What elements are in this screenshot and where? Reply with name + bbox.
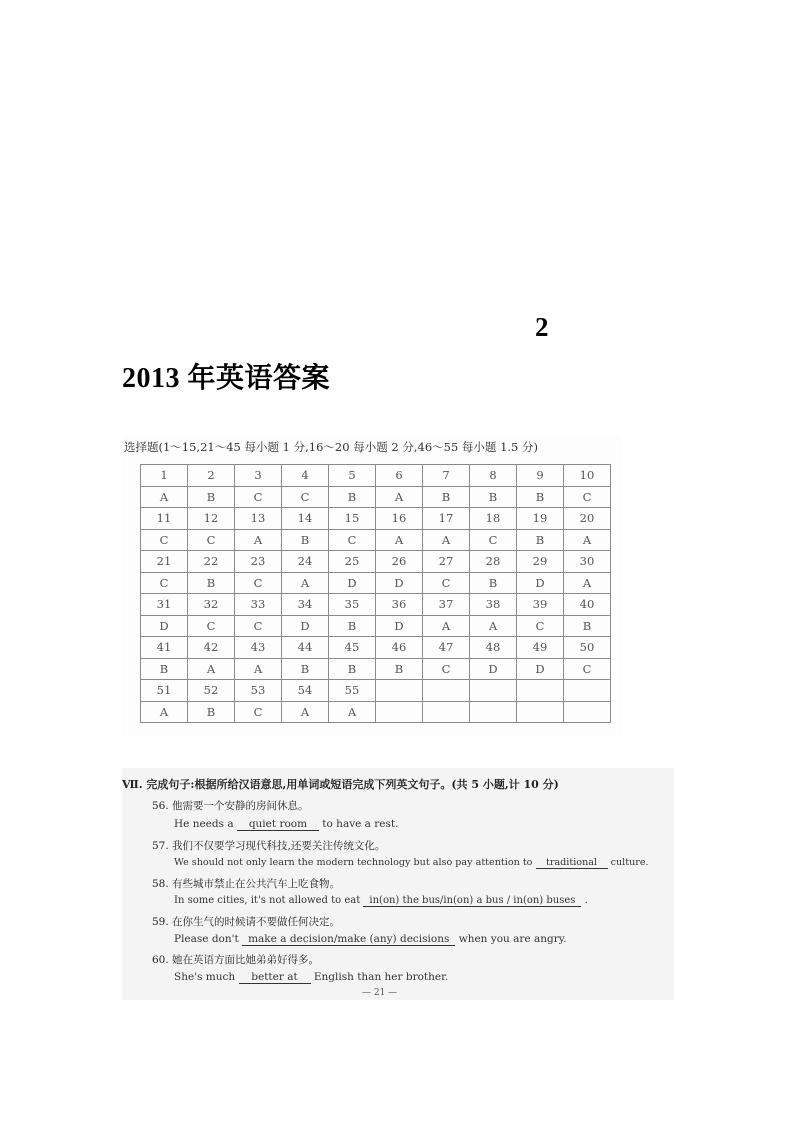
- answer-cell: A: [235, 529, 282, 551]
- question-number-cell: 44: [282, 637, 329, 659]
- question-number-cell: 13: [235, 508, 282, 530]
- question-number-cell: 45: [329, 637, 376, 659]
- answer-cell: B: [470, 572, 517, 594]
- question-number-cell: 6: [376, 465, 423, 487]
- answer-cell: B: [423, 486, 470, 508]
- sentence-text: We should not only learn the modern technology but also pay attention to: [174, 857, 533, 868]
- question-number-cell: 29: [517, 551, 564, 573]
- answer-cell: [423, 701, 470, 723]
- section-heading: Ⅶ. 完成句子:根据所给汉语意思,用单词或短语完成下列英文句子。(共 5 小题,计 10 分): [122, 778, 559, 791]
- answer-cell: [470, 701, 517, 723]
- question-number-row: [141, 551, 611, 573]
- answer-cell: C: [282, 486, 329, 508]
- question-57-english: [174, 857, 649, 869]
- question-number-cell: 3: [235, 465, 282, 487]
- sentence-text: He needs a: [174, 818, 234, 830]
- answer-cell: C: [188, 529, 235, 551]
- answer-cell: B: [282, 529, 329, 551]
- answer-cell: D: [329, 572, 376, 594]
- question-number-cell: 25: [329, 551, 376, 573]
- question-number-cell: 23: [235, 551, 282, 573]
- answer-cell: D: [376, 572, 423, 594]
- question-number-cell: 7: [423, 465, 470, 487]
- question-number-cell: 55: [329, 680, 376, 702]
- question-number-cell: 17: [423, 508, 470, 530]
- answer-cell: B: [188, 701, 235, 723]
- question-number-row: [141, 680, 611, 702]
- answer-blank: better at: [239, 971, 311, 984]
- sentence-text: .: [584, 895, 588, 906]
- question-number-cell: 28: [470, 551, 517, 573]
- question-number-cell: 48: [470, 637, 517, 659]
- answer-cell: B: [329, 658, 376, 680]
- question-number-cell: [423, 680, 470, 702]
- answer-row: [141, 572, 611, 594]
- sentence-text: In some cities, it's not allowed to eat: [174, 895, 361, 906]
- answer-cell: A: [282, 572, 329, 594]
- answer-cell: A: [564, 572, 611, 594]
- question-number-cell: 19: [517, 508, 564, 530]
- question-number-cell: 15: [329, 508, 376, 530]
- answer-cell: D: [517, 658, 564, 680]
- sentence-text: when you are angry.: [458, 933, 567, 945]
- multiple-choice-caption: 选择题(1～15,21～45 每小题 1 分,16～20 每小题 2 分,46～55 每小题 1.5 分): [124, 440, 539, 454]
- answer-row: [141, 529, 611, 551]
- answer-cell: C: [564, 486, 611, 508]
- question-number-cell: 18: [470, 508, 517, 530]
- question-number-cell: 46: [376, 637, 423, 659]
- document-title: 2013 年英语答案: [122, 363, 331, 394]
- answer-cell: B: [517, 486, 564, 508]
- question-number-cell: 43: [235, 637, 282, 659]
- answer-cell: A: [423, 615, 470, 637]
- answer-cell: A: [376, 486, 423, 508]
- answer-cell: B: [188, 486, 235, 508]
- answer-cell: C: [423, 658, 470, 680]
- answer-cell: [376, 701, 423, 723]
- answer-row: [141, 701, 611, 723]
- sentence-text: Please don't: [174, 933, 239, 945]
- answer-cell: C: [188, 615, 235, 637]
- answer-cell: C: [141, 572, 188, 594]
- question-number-cell: 34: [282, 594, 329, 616]
- answer-table: [140, 464, 611, 723]
- answer-cell: B: [376, 658, 423, 680]
- sentence-text: She's much: [174, 971, 236, 983]
- answer-blank: traditional: [536, 857, 608, 869]
- question-number-cell: 36: [376, 594, 423, 616]
- answer-cell: C: [235, 615, 282, 637]
- question-number-cell: 27: [423, 551, 470, 573]
- question-number-cell: 9: [517, 465, 564, 487]
- answer-blank: make a decision/make (any) decisions: [242, 933, 455, 946]
- question-number-cell: 16: [376, 508, 423, 530]
- sentence-completion-scan: [122, 768, 674, 1000]
- answer-cell: A: [141, 701, 188, 723]
- question-number-cell: [376, 680, 423, 702]
- answer-cell: C: [564, 658, 611, 680]
- answer-cell: D: [376, 615, 423, 637]
- question-56-english: [174, 818, 398, 831]
- question-59-english: [174, 933, 567, 946]
- question-60-english: [174, 971, 448, 984]
- question-number-cell: 1: [141, 465, 188, 487]
- answer-cell: A: [141, 486, 188, 508]
- answer-cell: A: [188, 658, 235, 680]
- question-57-chinese: 57. 我们不仅要学习现代科技,还要关注传统文化。: [152, 840, 386, 852]
- answer-cell: C: [329, 529, 376, 551]
- answer-blank: in(on) the bus/in(on) a bus / in(on) buses: [363, 895, 581, 907]
- question-number-cell: 12: [188, 508, 235, 530]
- answer-cell: C: [470, 529, 517, 551]
- question-number-cell: 32: [188, 594, 235, 616]
- answer-cell: D: [141, 615, 188, 637]
- question-number-cell: 50: [564, 637, 611, 659]
- question-number-cell: 47: [423, 637, 470, 659]
- question-number-cell: 26: [376, 551, 423, 573]
- answer-row: [141, 486, 611, 508]
- question-60-chinese: 60. 她在英语方面比她弟弟好得多。: [152, 954, 320, 966]
- sentence-text: English than her brother.: [313, 971, 449, 983]
- question-number-cell: [517, 680, 564, 702]
- question-number-row: [141, 465, 611, 487]
- answer-cell: A: [564, 529, 611, 551]
- answer-cell: A: [376, 529, 423, 551]
- answer-cell: A: [470, 615, 517, 637]
- answer-cell: C: [235, 701, 282, 723]
- page-number: 2: [535, 312, 549, 342]
- answer-cell: A: [423, 529, 470, 551]
- question-number-cell: 33: [235, 594, 282, 616]
- answer-cell: [517, 701, 564, 723]
- sentence-text: to have a rest.: [322, 818, 399, 830]
- answer-cell: C: [517, 615, 564, 637]
- answer-cell: B: [329, 486, 376, 508]
- question-number-cell: 2: [188, 465, 235, 487]
- answer-blank: quiet room: [237, 818, 319, 831]
- answer-cell: B: [517, 529, 564, 551]
- question-number-cell: 49: [517, 637, 564, 659]
- answer-cell: B: [141, 658, 188, 680]
- question-number-row: [141, 637, 611, 659]
- question-58-english: [174, 895, 588, 907]
- answer-cell: A: [235, 658, 282, 680]
- question-number-cell: 30: [564, 551, 611, 573]
- answer-cell: A: [329, 701, 376, 723]
- question-number-cell: 10: [564, 465, 611, 487]
- answer-cell: C: [235, 486, 282, 508]
- question-number-cell: [564, 680, 611, 702]
- answer-cell: [564, 701, 611, 723]
- answer-cell: B: [282, 658, 329, 680]
- answer-cell: B: [564, 615, 611, 637]
- sentence-text: culture.: [610, 857, 649, 868]
- question-number-cell: 51: [141, 680, 188, 702]
- answer-cell: A: [282, 701, 329, 723]
- question-number-cell: 41: [141, 637, 188, 659]
- question-number-cell: 39: [517, 594, 564, 616]
- question-number-cell: 11: [141, 508, 188, 530]
- question-number-cell: 5: [329, 465, 376, 487]
- question-number-cell: 54: [282, 680, 329, 702]
- answer-cell: C: [423, 572, 470, 594]
- question-number-cell: 22: [188, 551, 235, 573]
- question-number-cell: 24: [282, 551, 329, 573]
- answer-cell: B: [188, 572, 235, 594]
- question-number-cell: 53: [235, 680, 282, 702]
- question-number-cell: 31: [141, 594, 188, 616]
- question-number-cell: 21: [141, 551, 188, 573]
- question-number-cell: 42: [188, 637, 235, 659]
- question-56-chinese: 56. 他需要一个安静的房间休息。: [152, 800, 309, 812]
- answer-row: [141, 615, 611, 637]
- question-number-cell: 8: [470, 465, 517, 487]
- question-number-cell: 38: [470, 594, 517, 616]
- question-number-cell: 35: [329, 594, 376, 616]
- question-59-chinese: 59. 在你生气的时候请不要做任何决定。: [152, 916, 341, 928]
- question-number-cell: 4: [282, 465, 329, 487]
- answer-cell: D: [517, 572, 564, 594]
- question-number-cell: 40: [564, 594, 611, 616]
- answer-cell: B: [329, 615, 376, 637]
- answer-cell: C: [141, 529, 188, 551]
- question-58-chinese: 58. 有些城市禁止在公共汽车上吃食物。: [152, 878, 341, 890]
- answer-row: [141, 658, 611, 680]
- answer-cell: D: [282, 615, 329, 637]
- question-number-cell: 14: [282, 508, 329, 530]
- multiple-choice-scan: [122, 436, 622, 736]
- scan-page-footer: — 21 —: [362, 988, 398, 998]
- question-number-cell: 52: [188, 680, 235, 702]
- answer-cell: D: [470, 658, 517, 680]
- question-number-row: [141, 594, 611, 616]
- question-number-cell: [470, 680, 517, 702]
- answer-cell: C: [235, 572, 282, 594]
- question-number-cell: 37: [423, 594, 470, 616]
- answer-cell: B: [470, 486, 517, 508]
- question-number-cell: 20: [564, 508, 611, 530]
- question-number-row: [141, 508, 611, 530]
